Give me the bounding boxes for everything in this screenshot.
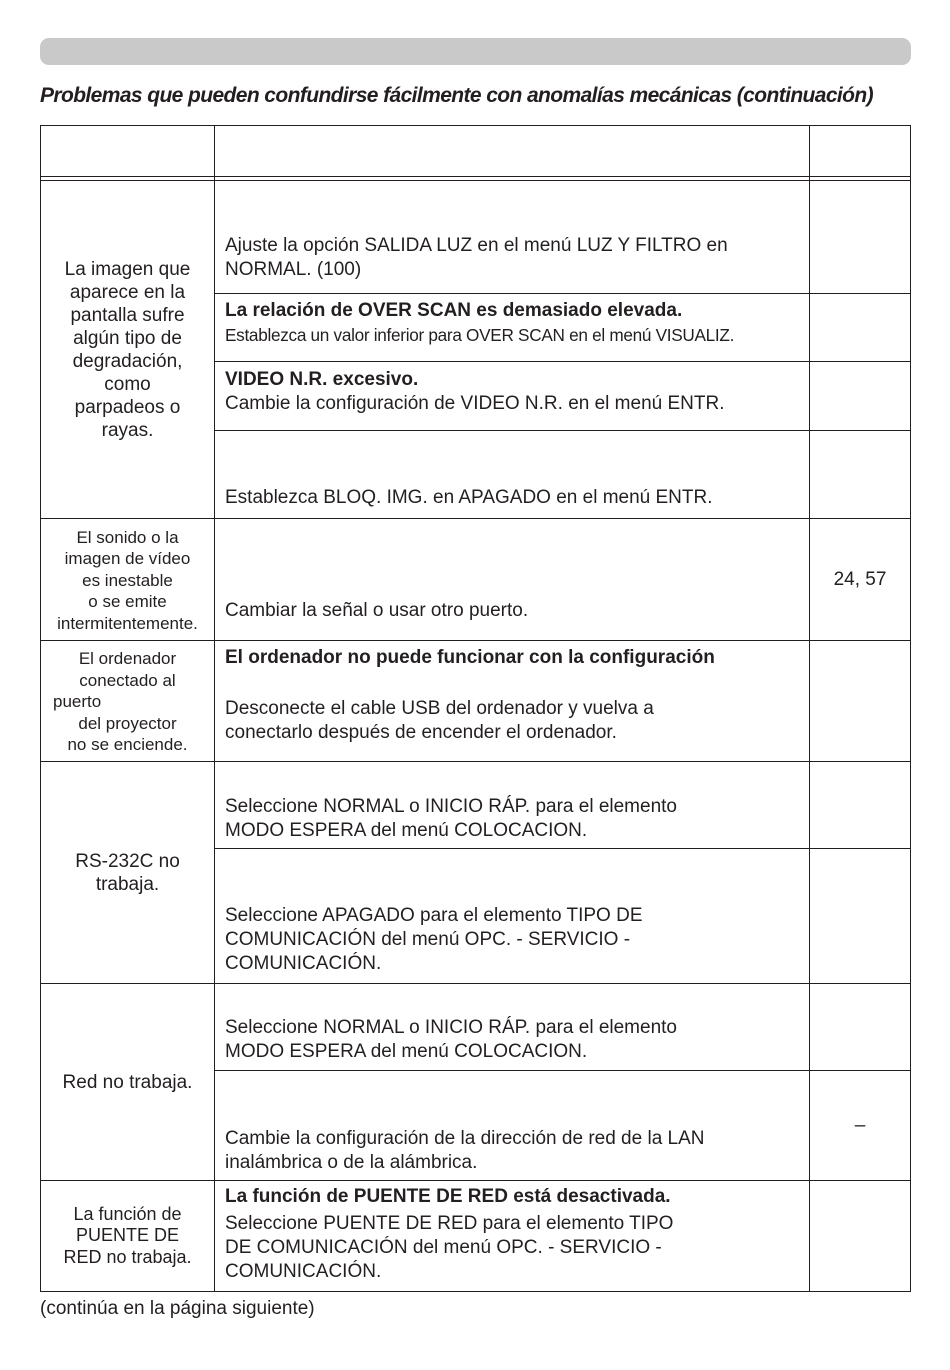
symptom-unstable-sound-video: El sonido o la imagen de vídeo es inestable o se emite intermitentemente. [57,527,198,633]
row-divider [40,640,911,641]
page-reference-dash: – [854,1115,866,1136]
row-divider [214,361,911,362]
page-reference: 24, 57 [833,569,887,590]
col-divider-1 [214,125,215,1292]
col-divider-2 [809,125,810,1292]
header-rule-1 [40,176,911,177]
solution-over-scan: La relación de OVER SCAN es demasiado elevada. Establezca un valor inferior para OVER SCAN en el menú VISUALIZ. [225,300,735,345]
continuation-note: (continúa en la página siguiente) [40,1298,315,1319]
symptom-image-degradation: La imagen que aparece en la pantalla sufre algún tipo de degradación, como parpadeos o rayas. [64,259,191,441]
row-divider [214,293,911,294]
row-divider [40,761,911,762]
row-divider [214,1070,911,1071]
symptom-computer-not-starting: El ordenador conectado al puerto del proyector no se enciende. [53,649,188,755]
header-rule-2 [40,180,911,181]
solution-standby-mode: Seleccione NORMAL o INICIO RÁP. para el elemento MODO ESPERA del menú COLOCACION. [225,796,677,841]
row-divider [40,518,911,519]
row-divider [40,983,911,984]
solution-network-bridge: La función de PUENTE DE RED está desactivada. Seleccione PUENTE DE RED para el elemento TIPO DE COMUNICACIÓN del menú OPC. - SERVICIO - COMUNICACIÓN. [225,1186,674,1282]
solution-video-nr: VIDEO N.R. excesivo. Cambie la configuración de VIDEO N.R. en el menú ENTR. [225,369,725,414]
header-bar [40,38,911,65]
solution-communication-type: Seleccione APAGADO para el elemento TIPO DE COMUNICACIÓN del menú OPC. - SERVICIO - COMUNICACIÓN. [225,905,643,974]
row-divider [214,430,911,431]
solution-light-output: Ajuste la opción SALIDA LUZ en el menú LUZ Y FILTRO en NORMAL. (100) [225,235,728,280]
solution-change-signal: Cambiar la señal o usar otro puerto. [225,600,529,621]
page-title: Problemas que pueden confundirse fácilmente con anomalías mecánicas (continuación) [40,84,874,107]
solution-network-address: Cambie la configuración de la dirección de red de la LAN inalámbrica o de la alámbrica. [225,1128,705,1173]
symptom-network: Red no trabaja. [62,1071,193,1093]
row-divider [214,848,911,849]
symptom-network-bridge: La función de PUENTE DE RED no trabaja. [63,1203,192,1267]
solution-standby-mode-network: Seleccione NORMAL o INICIO RÁP. para el elemento MODO ESPERA del menú COLOCACION. [225,1017,677,1062]
symptom-rs232c: RS-232C no trabaja. [75,850,180,895]
solution-image-lock: Establezca BLOQ. IMG. en APAGADO en el menú ENTR. [225,487,713,508]
row-divider [40,1180,911,1181]
solution-usb-cable: El ordenador no puede funcionar con la configuración Desconecte el cable USB del ordenador y vuelva a conectarlo después de encender el ordenador. [225,647,715,743]
